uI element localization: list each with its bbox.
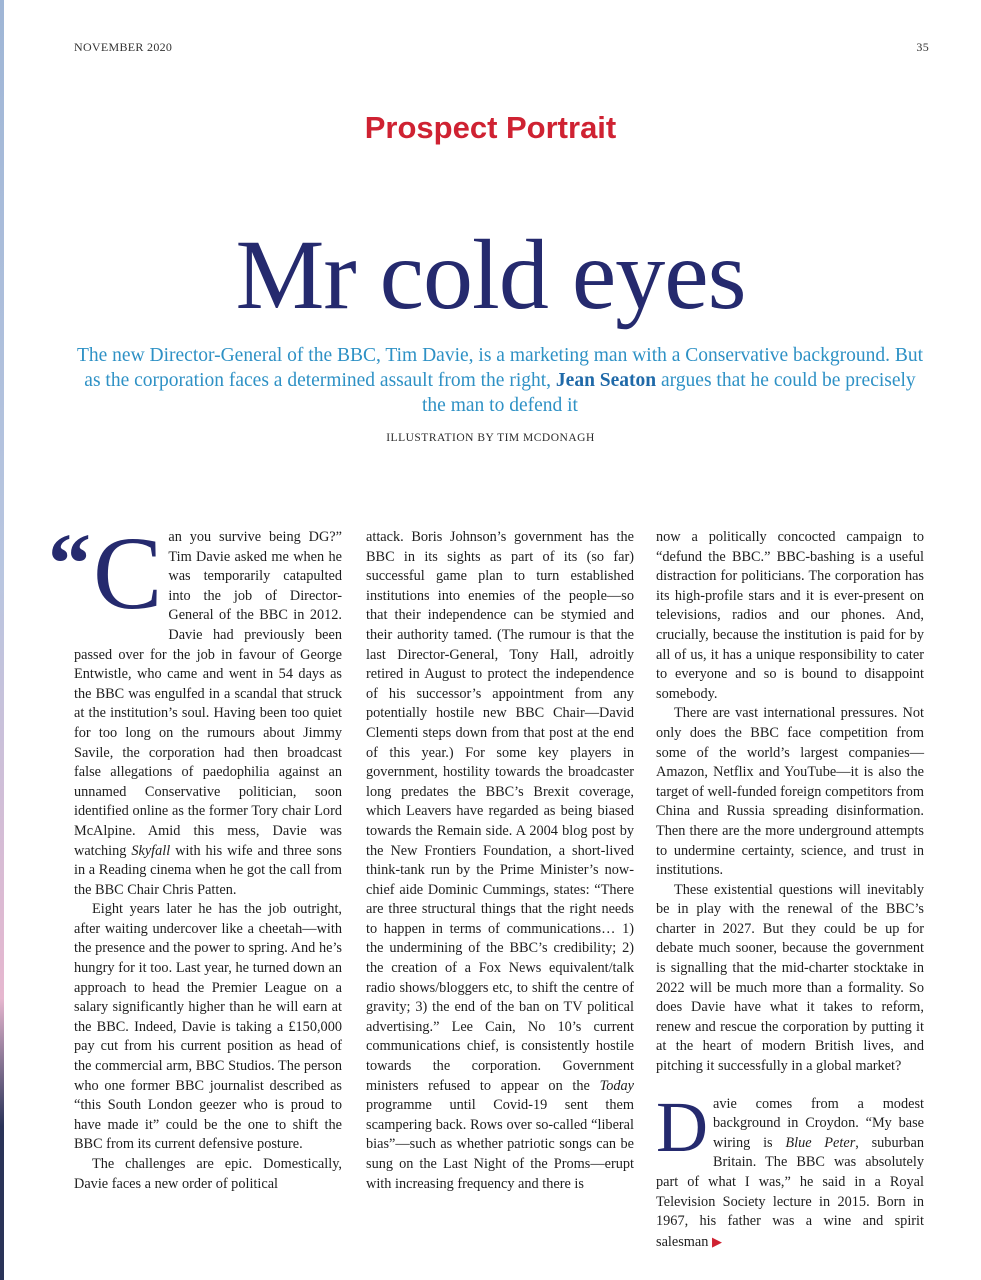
drop-cap: D bbox=[656, 1086, 708, 1167]
column-3 bbox=[656, 528, 924, 1250]
running-header bbox=[74, 40, 929, 55]
headline: Mr cold eyes bbox=[235, 219, 746, 330]
body-paragraph: There are vast international pressures. Not only does the BBC face competition from some of the world’s largest companies—Amazon, Netflix and YouTube—it is also the target of well-funded foreign competitors from China and Russia spreading disinformation. Then there are the more underground attempts to undermine certainty, science, and trust in institutions. bbox=[656, 705, 924, 879]
body-paragraph bbox=[366, 528, 634, 1194]
body-paragraph: These existential questions will inevitably be in play with the renewal of the BBC’s charter in 2027. But they could be up for debate much sooner, because the government is signalling that the mid-charter stocktake in 2022 will be much more than a formality. So does Davie have what it takes to reform, renew and rescue the corporation by putting it at the heart of modern British lives, and pitching it successfully in a global market? bbox=[656, 881, 924, 1075]
body-paragraph: now a politically concocted campaign to “defund the BBC.” BBC-bashing is a useful distraction for politicians. The corporation has its high-profile stars and it is ever-present on televisions, radios and our phones. And, crucially, because the institution is paid for by all of us, it has a unique responsibility to cater to everyone and so is bound to disappoint somebody. bbox=[656, 529, 924, 702]
paragraph-text: an you survive being DG?” Tim Davie asked me when he was temporarily catapulted into the job of Director-General of the BBC in 2012. Davie had previously been passed over for the job in favour of George Entwistle, who came and went in 54 days as the BBC was engulfed in a scandal that struck at the institution’s soul. Having been too quiet for too long on the rumours about Jimmy Savile, the corporation had then broadcast false allegations of paedophilia against an unnamed Conservative politician, soon identified online as the former Tory chair Lord McAlpine. Amid this mess, Davie was watching bbox=[74, 529, 342, 859]
section-label: Prospect Portrait bbox=[364, 110, 617, 145]
paragraph-text: , suburban Britain. The BBC was absolutely part of what I was,” he said in a Royal Television Society lecture in 2015. Born in 1967, his father was a wine and spirit salesman bbox=[656, 1134, 924, 1250]
body-paragraph: Eight years later he has the job outright, after waiting undercover like a cheetah—with the presence and the power to spring. And he’s hungry for it too. Last year, he turned down an approach to head the Premier League on a salary significantly higher than he will earn at the BBC. Indeed, Davie is taking a £150,000 pay cut from his current position as head of the commercial arm, BBC Studios. The person who one former BBC journalist described as “this South London geezer who is proud to have made it” could be the one to shift the BBC from its current defensive posture. bbox=[74, 901, 342, 1153]
drop-cap: C bbox=[93, 516, 163, 631]
illustration-credit: ILLUSTRATION BY TIM MCDONAGH bbox=[386, 432, 595, 444]
author-byline: Jean Seaton bbox=[555, 370, 657, 391]
page-edge-bar bbox=[0, 0, 4, 1280]
paragraph-text: attack. Boris Johnson’s government has the BBC in its sights as part of its (so far) successful game plan to turn established institutions into enemies of the people—so that their independence can be stymied and their authority tamed. (The rumour is that the last Director-General, Tony Hall, adroitly retired in August to protect the independence of his successor’s appointment from any potentially hostile new BBC Chair—David Clementi steps down from that post at the end of this year.) For some key players in government, hostility towards the broadcaster long predates the BBC’s Brexit coverage, which Leavers have regarded as being biased towards the Remain side. A 2004 blog post by the New Frontiers Foundation, a short-lived think-tank run by the Prime Minister’s now-chief aide Dominic Cummings, states: “There are three structural things that the right needs to happen in terms of communications… 1) the undermining of the BBC’s credibility; 2) the creation of a Fox News equivalent/talk radio shows/bloggers etc, to shift the centre of gravity; 3) the end of the ban on TV political advertising.” Lee Cain, No 10’s current communications chief, is consistently hostile towards the corporation. Government ministers refused to appear on the bbox=[366, 529, 634, 1094]
red-triangle-icon: ▶ bbox=[711, 1233, 722, 1249]
body-paragraph bbox=[48, 515, 342, 900]
opening-quote-mark: “ bbox=[48, 515, 91, 611]
paragraph-text: programme until Covid-19 sent them scampering back. Rows over so-called “liberal bias”—such as whether patriotic songs can be sung on the Last Night of the Proms—erupt with increasing frequency and there is bbox=[366, 1097, 634, 1192]
body-paragraph: The challenges are epic. Domestically, Davie faces a new order of political bbox=[74, 1156, 342, 1192]
standfirst-text: The new Director-General of the BBC, Tim Davie, is a marketing man with a Conservative background. But as the corporation faces a determined assault from the right, bbox=[76, 345, 924, 391]
page-number: 35 bbox=[916, 40, 929, 54]
column-1 bbox=[48, 515, 342, 1238]
standfirst bbox=[70, 343, 930, 418]
programme-title: Blue Peter bbox=[785, 1134, 856, 1151]
paragraph-text: avie comes from a modest background in Croydon. “My base wiring is bbox=[713, 1095, 924, 1151]
column-2 bbox=[366, 528, 634, 1238]
film-title: Skyfall bbox=[131, 842, 171, 859]
issue-date: NOVEMBER 2020 bbox=[74, 40, 173, 54]
standfirst-tail: argues that he could be precisely the man to defend it bbox=[422, 370, 916, 416]
paragraph-text: with his wife and three sons in a Reading cinema when he got the call from the BBC Chair Chris Patten. bbox=[74, 842, 342, 898]
programme-title: Today bbox=[599, 1077, 635, 1094]
body-paragraph bbox=[656, 1086, 924, 1253]
